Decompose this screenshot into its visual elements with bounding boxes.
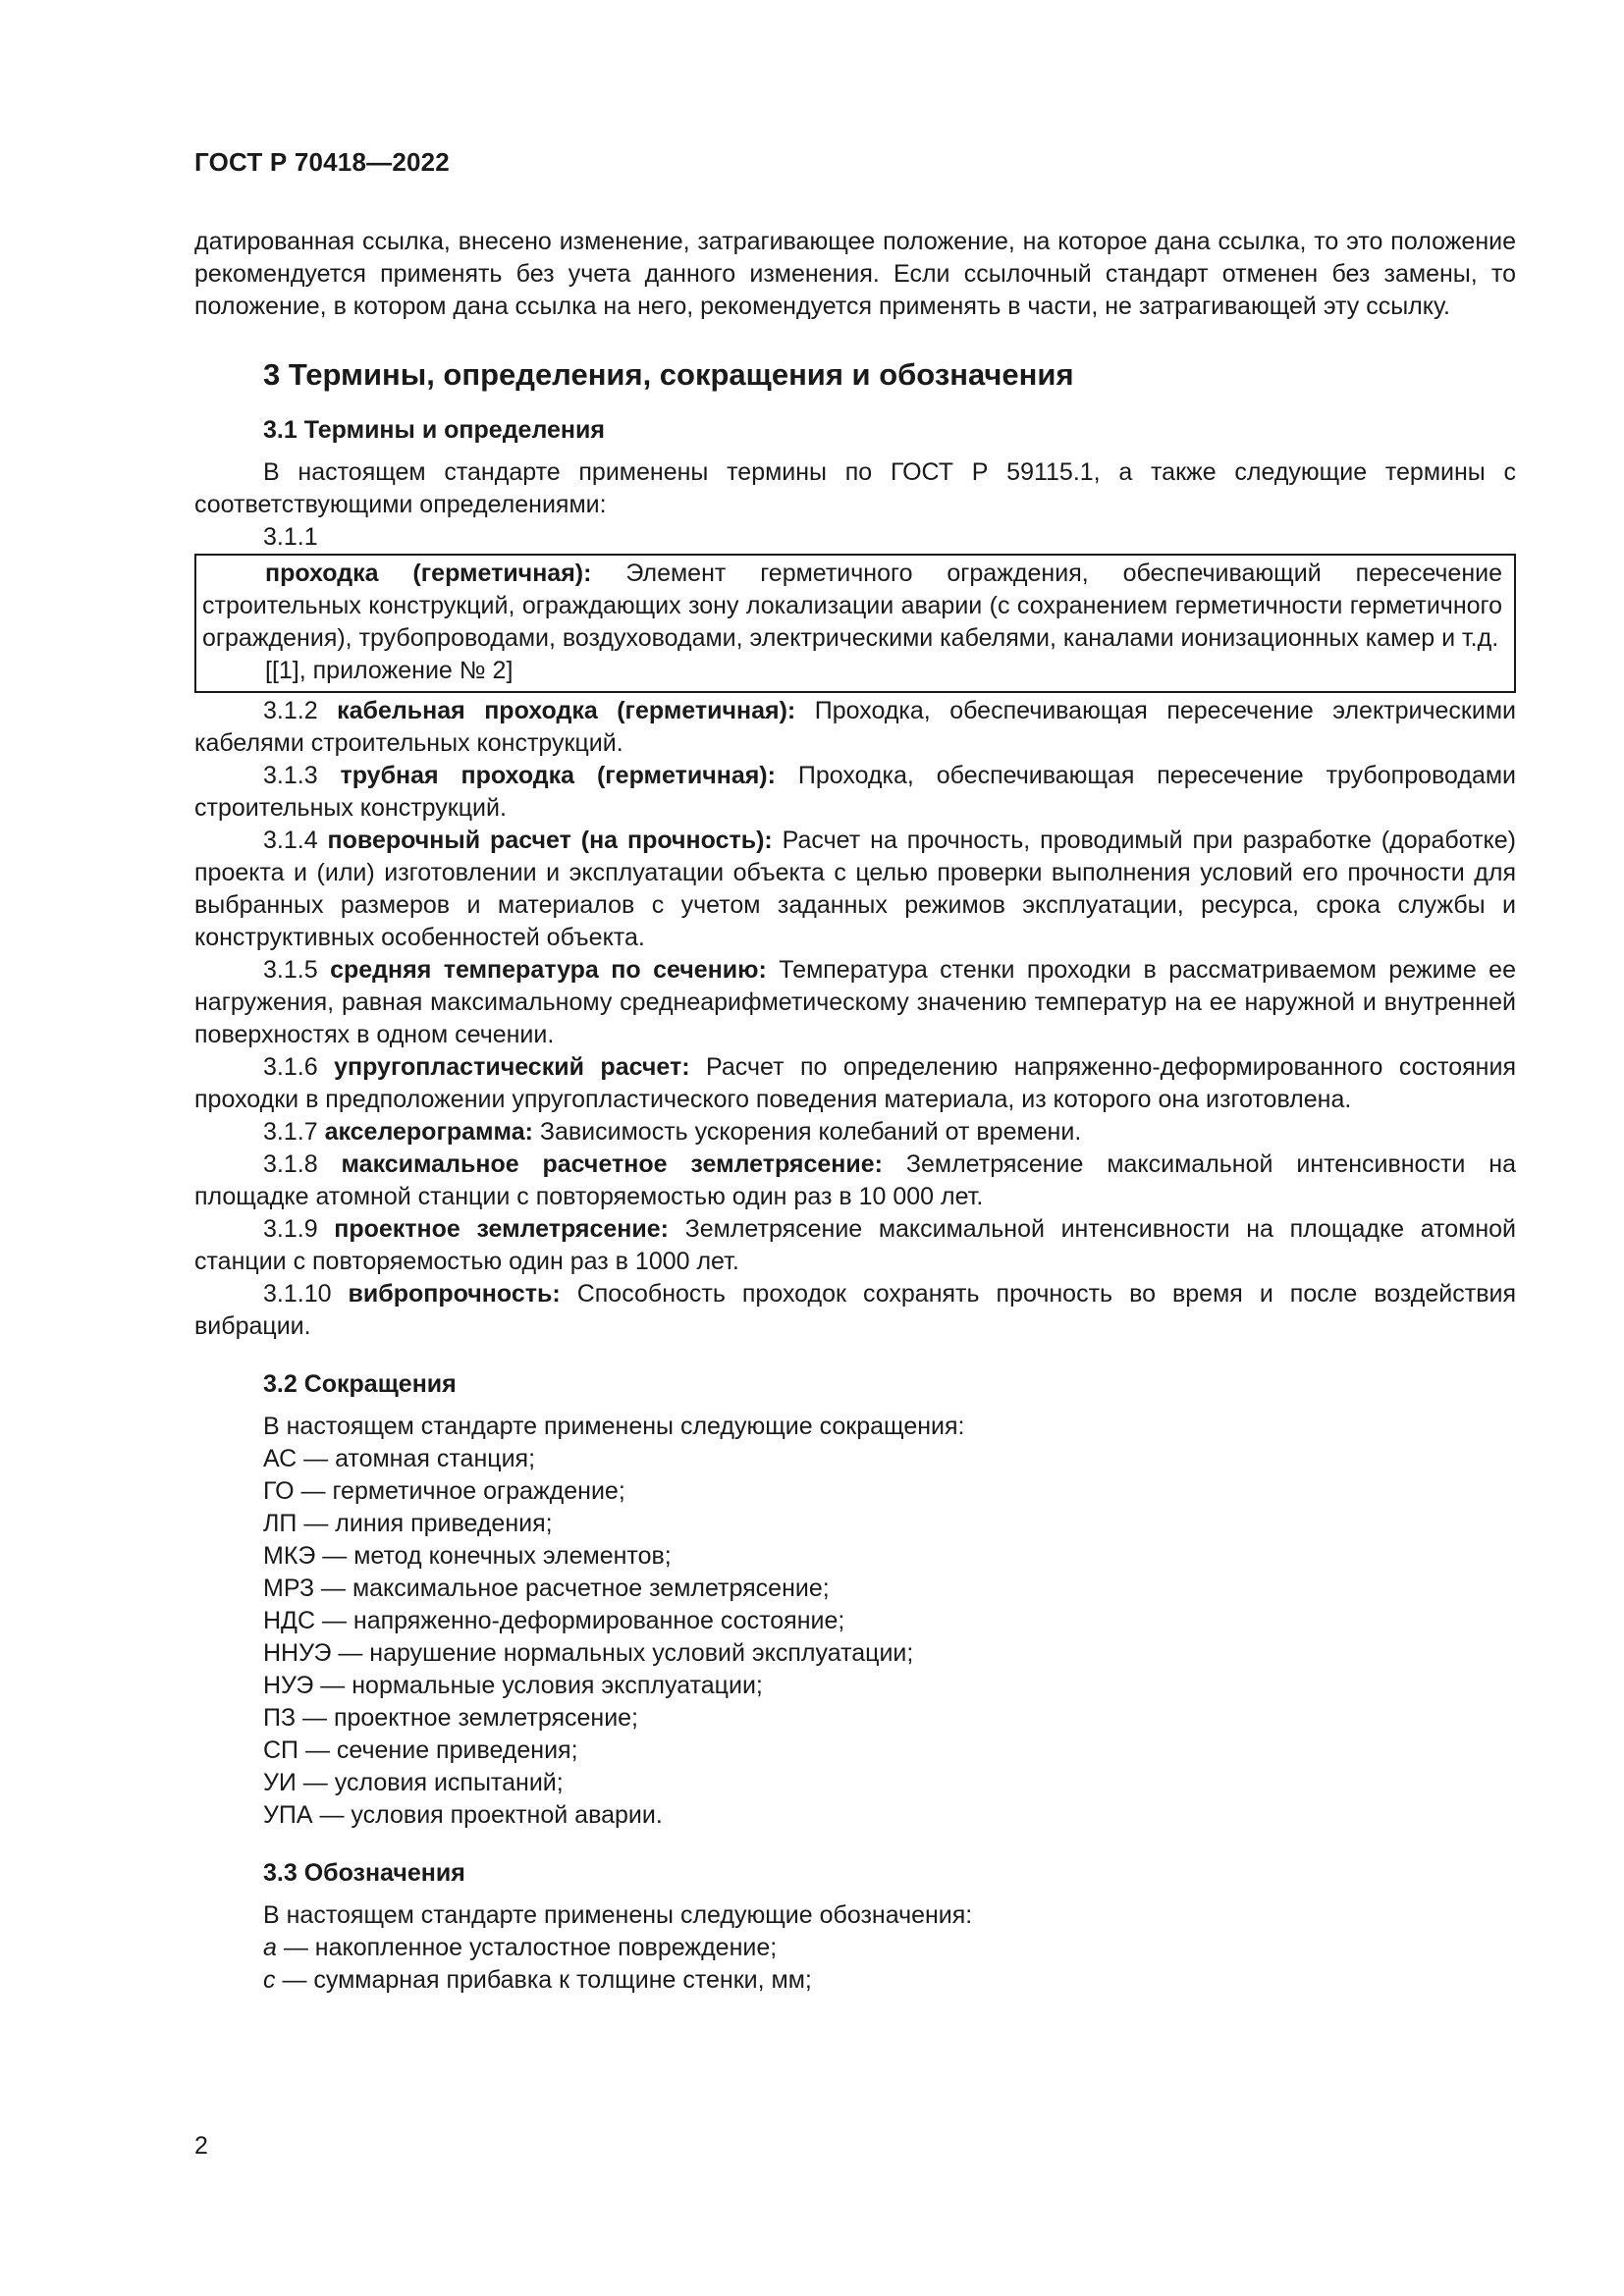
term-definition [194,695,1516,760]
abbreviation-item: ННУЭ — нарушение нормальных условий эксплуатации; [263,1639,914,1667]
symbols-intro: В настоящем стандарте применены следующие обозначения: [263,1901,973,1929]
subsection-title-abbreviations: 3.2 Сокращения [263,1370,457,1398]
section-title: 3 Термины, определения, сокращения и обозначения [263,357,1074,392]
symbol-item [263,1964,1516,1997]
term-text: Способность проходок сохранять прочность во время и после воздействия вибрации. [194,1280,1516,1340]
term-text: Проходка, обеспечивающая пересечение трубопроводами строительных конструкций. [194,762,1516,822]
abbreviation-item: ГО — герметичное ограждение; [263,1477,625,1505]
abbreviations-list [263,1443,1516,1832]
term-name: упругопластический расчет: [334,1053,690,1081]
document-header: ГОСТ Р 70418—2022 [194,147,450,177]
term-number: 3.1.8 [263,1150,342,1178]
intro-paragraph: датированная ссылка, внесено изменение, затрагивающее положение, на которое дана ссылка, то это положение рекомендуется применять без учета данного изменения. Если ссылочный стандарт отменен без замены, то положение, в котором дана ссылка на него, рекомендуется применять в части, не затрагивающей эту ссылку. [194,228,1516,320]
abbreviation-item: ПЗ — проектное землетрясение; [263,1704,639,1732]
term-name: поверочный расчет (на прочность): [327,827,773,854]
term-text: Зависимость ускорения колебаний от времени. [532,1118,1082,1146]
term-name: акселерограмма: [324,1118,533,1146]
abbreviation-item: МРЗ — максимальное расчетное землетрясение; [263,1575,830,1602]
term-definition [194,1116,1516,1148]
term-number: 3.1.6 [263,1053,335,1081]
abbreviation-item: ЛП — линия приведения; [263,1510,553,1537]
term-number: 3.1.3 [263,762,341,789]
term-number: 3.1.10 [263,1280,349,1308]
term-text: Расчет по определению напряженно-деформированного состояния проходки в предположении упругопластического поведения материала, из которого она изготовлена. [194,1053,1516,1113]
abbreviations-intro: В настоящем стандарте применены следующие сокращения: [263,1413,965,1440]
term-name: проектное землетрясение: [334,1215,670,1243]
term-definition [194,1278,1516,1343]
page-number: 2 [194,2132,208,2160]
term-text: Расчет на прочность, проводимый при разработке (доработке) проекта и (или) изготовлении и эксплуатации объекта с целью проверки выполнения условий его прочности для выбранных размеров и материалов с учетом заданных режимов эксплуатации, ресурса, срока службы и конструктивных особенностей объекта. [194,827,1516,951]
term-name: трубная проходка (герметичная): [340,762,776,789]
abbreviation-item: АС — атомная станция; [263,1445,536,1472]
abbreviation-item: МКЭ — метод конечных элементов; [263,1542,672,1570]
term-number: 3.1.5 [263,956,331,984]
term-number: 3.1.7 [263,1118,325,1146]
abbreviation-item: НУЭ — нормальные условия эксплуатации; [263,1672,763,1699]
abbreviation-item: УПА — условия проектной аварии. [263,1801,663,1829]
definition-box [194,554,1516,693]
term-definition [194,760,1516,825]
definition-reference: [[1], приложение № 2] [265,657,514,684]
terms-list [194,695,1516,1343]
symbol-letter: a [263,1934,277,1961]
term-text: Температура стенки проходки в рассматриваемом режиме ее нагружения, равная максимальному среднеарифметическому значению температур на ее наружной и внутренней поверхностях в одном сечении. [194,956,1516,1048]
term-definition [194,1148,1516,1213]
term-number: 3.1.4 [263,827,328,854]
boxed-term: проходка (герметичная): [265,560,592,587]
term-text: Проходка, обеспечивающая пересечение электрическими кабелями строительных конструкций. [194,697,1516,757]
symbols-list [263,1932,1516,1997]
abbreviation-item: СП — сечение приведения; [263,1736,578,1764]
symbol-description: — накопленное усталостное повреждение; [276,1934,778,1961]
boxed-definition-text: Элемент герметичного ограждения, обеспечивающий пересечение строительных конструкций, ограждающих зону локализации аварии (с сохранением герметичности герметичного ограждения), трубопроводами, воздуховодами, электрическими кабелями, каналами ионизационных камер и т.д. [202,560,1502,652]
term-name: кабельная проходка (герметичная): [337,697,796,724]
term-number: 3.1.2 [263,697,338,724]
abbreviation-item: УИ — условия испытаний; [263,1769,564,1796]
term-number-3-1-1: 3.1.1 [263,523,318,551]
term-definition [194,954,1516,1051]
term-definition [194,1213,1516,1278]
abbreviation-item: НДС — напряженно-деформированное состояние; [263,1607,845,1634]
term-name: максимальное расчетное землетрясение: [341,1150,883,1178]
symbol-item [263,1932,1516,1964]
boxed-definition [202,558,1502,655]
term-name: средняя температура по сечению: [330,956,767,984]
term-number: 3.1.9 [263,1215,335,1243]
symbol-letter: c [263,1966,276,1994]
term-definition [194,825,1516,954]
term-text: Землетрясение максимальной интенсивности на площадке атомной станции с повторяемостью один раз в 1000 лет. [194,1215,1516,1275]
subsection-title-terms: 3.1 Термины и определения [263,416,605,444]
terms-intro: В настоящем стандарте применены термины по ГОСТ Р 59115.1, а также следующие термины с соответствующими определениями: [194,458,1516,518]
term-definition [194,1051,1516,1116]
subsection-title-symbols: 3.3 Обозначения [263,1859,465,1887]
term-name: вибропрочность: [348,1280,561,1308]
page-content [194,226,1516,1997]
term-text: Землетрясение максимальной интенсивности на площадке атомной станции с повторяемостью один раз в 10 000 лет. [194,1150,1516,1210]
symbol-description: — суммарная прибавка к толщине стенки, мм; [275,1966,812,1994]
